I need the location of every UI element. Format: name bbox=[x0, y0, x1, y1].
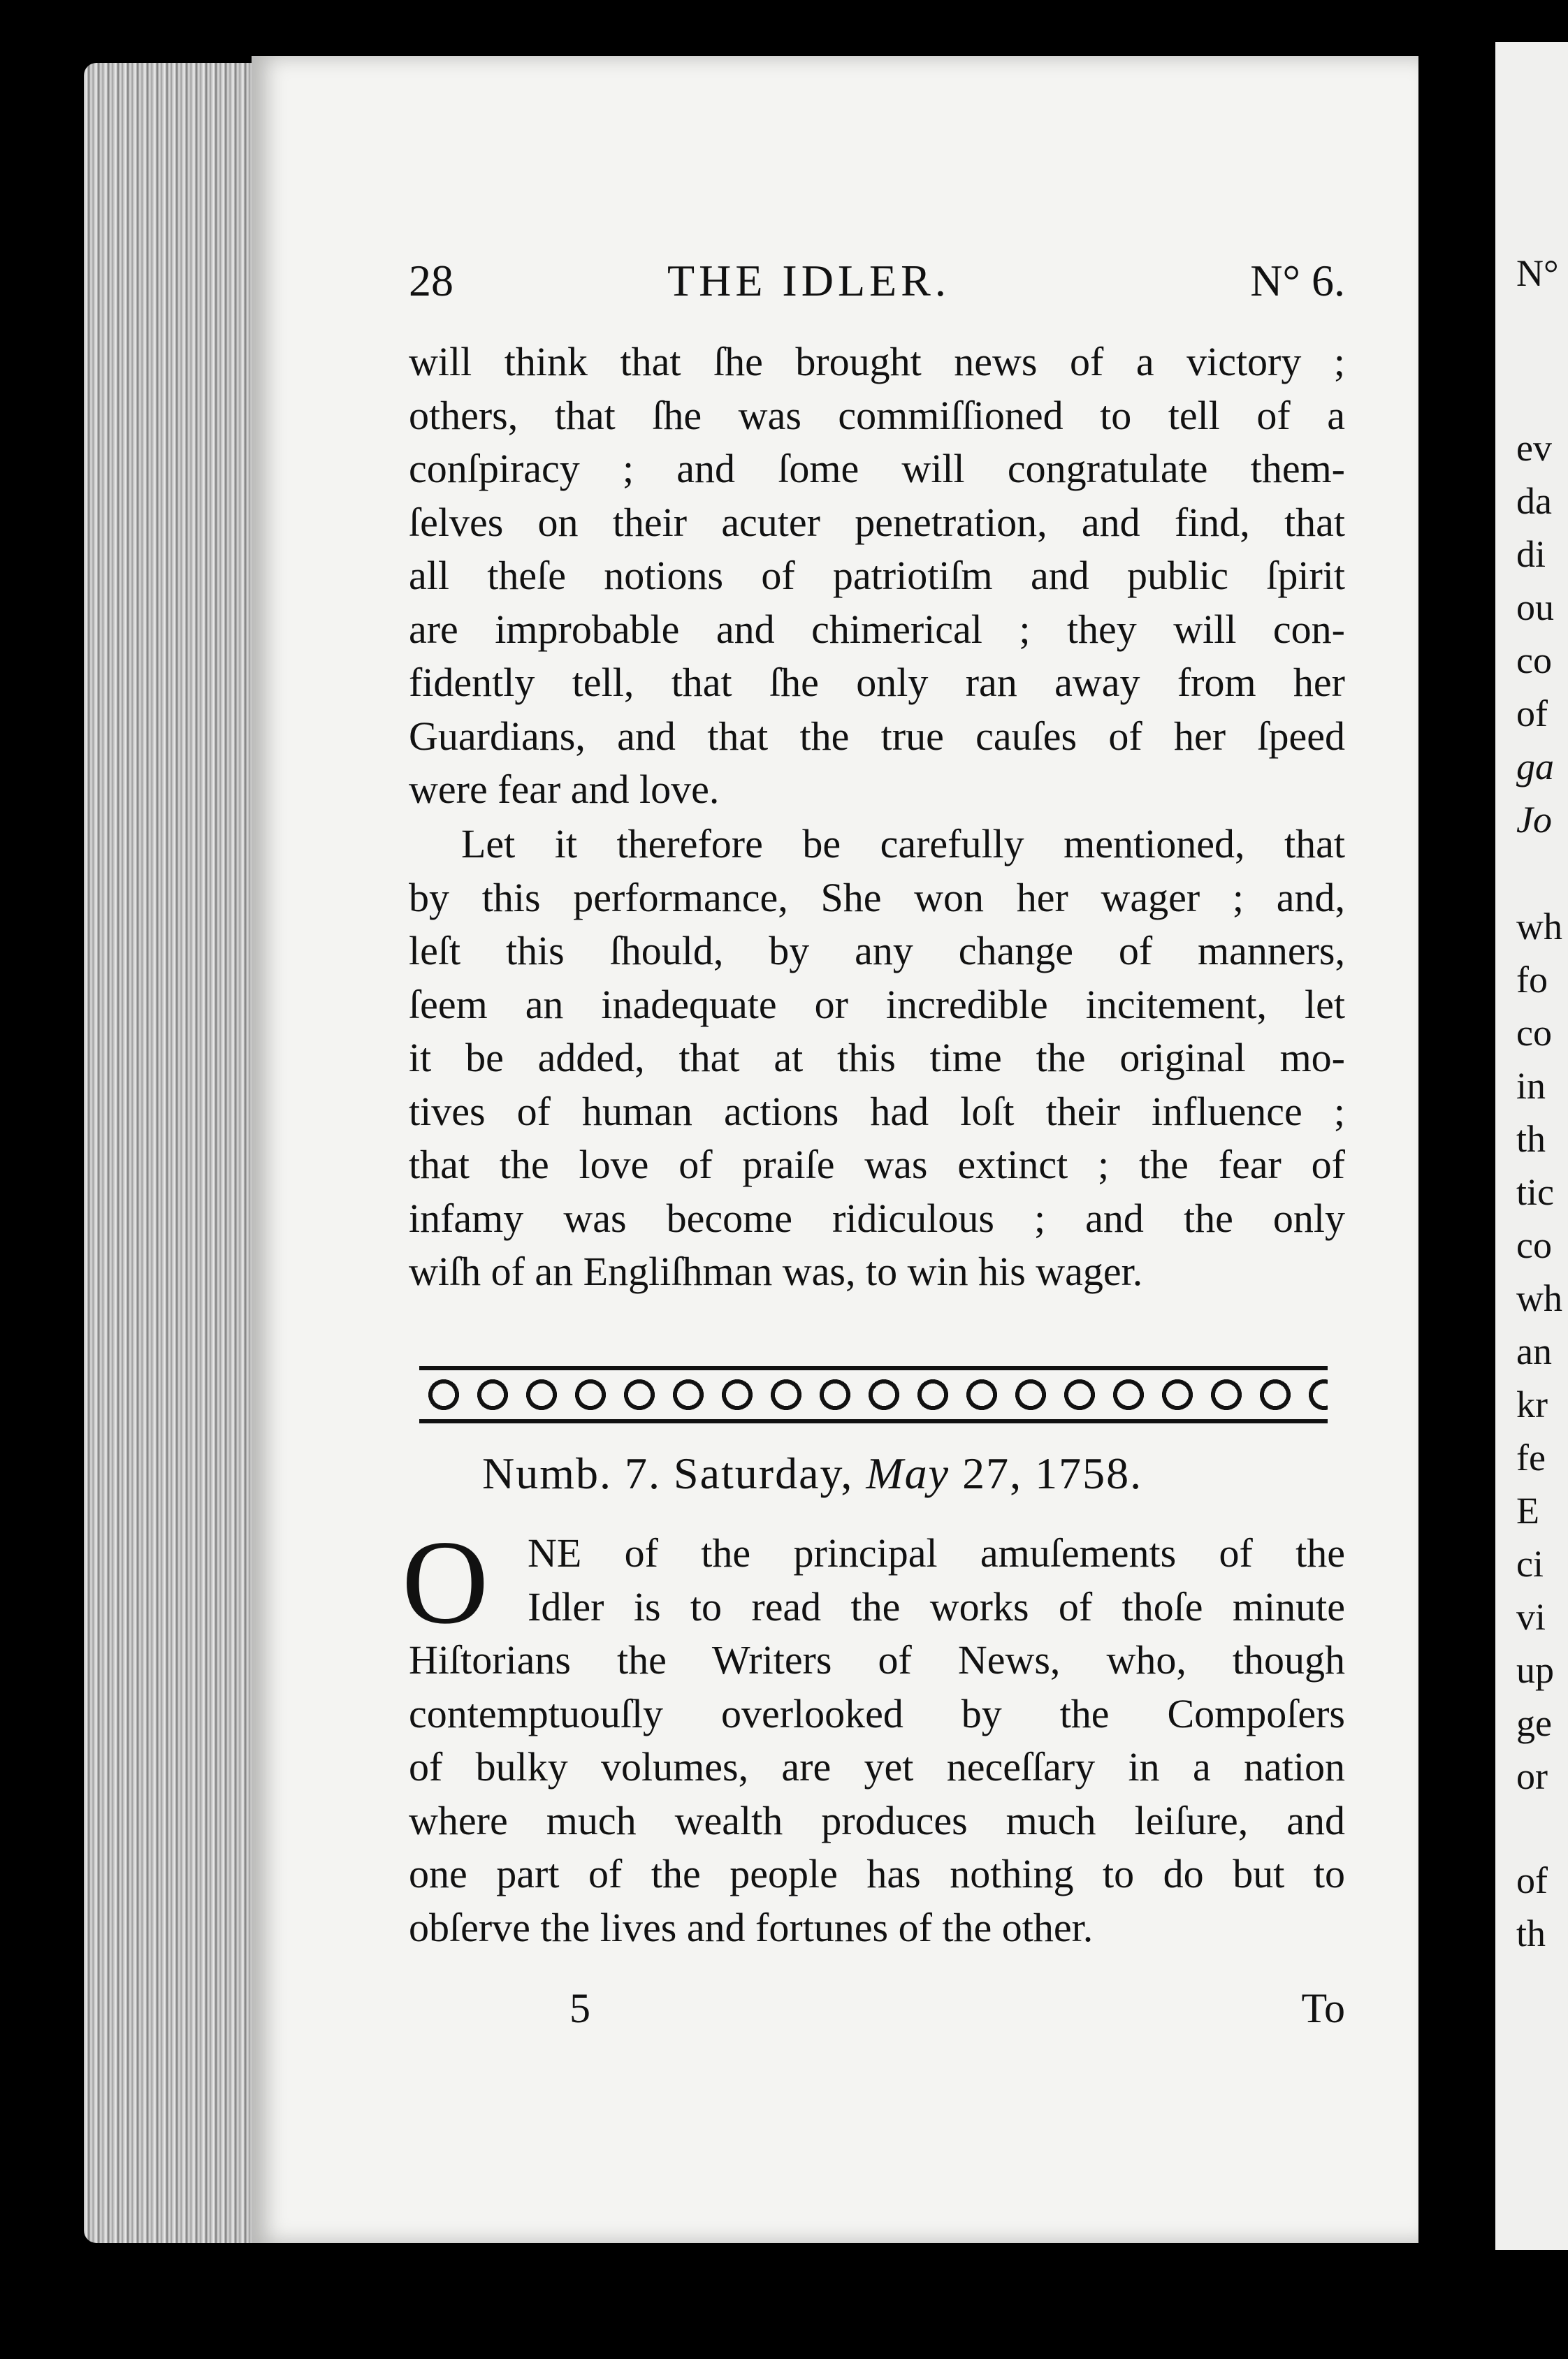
next-page-text: kr bbox=[1516, 1384, 1548, 1425]
text-line: wiſh of an Engliſhman was, to win his wager. bbox=[409, 1249, 1143, 1294]
next-page-text: Jo bbox=[1516, 799, 1552, 841]
running-head bbox=[409, 255, 1345, 311]
next-page-text: co bbox=[1516, 1224, 1552, 1266]
next-page-text: up bbox=[1516, 1649, 1554, 1691]
text-line: one part of the people has nothing to do but to bbox=[409, 1851, 1345, 1896]
next-page-text: wh bbox=[1516, 906, 1562, 948]
next-page-text: or bbox=[1516, 1755, 1548, 1797]
drop-cap: O bbox=[402, 1516, 489, 1649]
text-line: where much wealth produces much leiſure, and bbox=[409, 1797, 1345, 1843]
page-number: 28 bbox=[409, 256, 453, 305]
text-line: Let it therefore be carefully mentioned, that bbox=[461, 821, 1345, 866]
next-page-text: co bbox=[1516, 1012, 1552, 1054]
paragraph-2 bbox=[409, 818, 1345, 1299]
issue-heading-date: 27, 1758. bbox=[962, 1449, 1143, 1498]
text-line: of bulky volumes, are yet neceſſary in a nation bbox=[409, 1744, 1345, 1790]
ornamental-rule bbox=[419, 1366, 1328, 1423]
issue-heading bbox=[482, 1448, 1265, 1500]
text-line: contemptuouſly overlooked by the Compoſers bbox=[409, 1690, 1345, 1736]
text-line: Guardians, and that the true cauſes of her ſpeed bbox=[409, 713, 1345, 759]
paragraph-3 bbox=[409, 1527, 1345, 1954]
next-page-text: ev bbox=[1516, 427, 1552, 469]
next-page-text: an bbox=[1516, 1330, 1552, 1372]
catchword: To bbox=[1301, 1985, 1345, 2031]
issue-heading-month: May bbox=[866, 1449, 950, 1498]
text-line: will think that ſhe brought news of a victory ; bbox=[409, 339, 1345, 384]
signature-mark: 5 bbox=[569, 1985, 590, 2031]
next-page-text: wh bbox=[1516, 1277, 1562, 1319]
next-page-text: N° bbox=[1516, 252, 1559, 294]
next-page-text: th bbox=[1516, 1118, 1546, 1160]
next-page-text: th bbox=[1516, 1912, 1546, 1954]
text-line: tives of human actions had loſt their influence ; bbox=[409, 1088, 1345, 1134]
next-page-text: tic bbox=[1516, 1171, 1554, 1213]
next-page-text: di bbox=[1516, 533, 1546, 575]
next-page-text: ga bbox=[1516, 746, 1554, 787]
next-page-text: ci bbox=[1516, 1543, 1544, 1585]
paragraph-1 bbox=[409, 335, 1345, 817]
issue-heading-prefix: Numb. 7. Saturday, bbox=[482, 1449, 854, 1498]
next-page-text: ge bbox=[1516, 1702, 1552, 1744]
right-page-fragment bbox=[1495, 42, 1568, 2250]
text-line: by this performance, She won her wager ; and, bbox=[409, 874, 1345, 920]
next-page-text: fe bbox=[1516, 1437, 1546, 1479]
next-page-text: fo bbox=[1516, 959, 1548, 1001]
next-page-text: of bbox=[1516, 692, 1548, 734]
next-page-text: of bbox=[1516, 1859, 1548, 1901]
text-line: fidently tell, that ſhe only ran away from her bbox=[409, 660, 1345, 705]
next-page-text: in bbox=[1516, 1065, 1546, 1107]
next-page-text: ou bbox=[1516, 586, 1554, 628]
text-line: Idler is to read the works of thoſe minute bbox=[528, 1583, 1345, 1629]
text-line: are improbable and chimerical ; they will con- bbox=[409, 606, 1345, 652]
text-line: infamy was become ridiculous ; and the only bbox=[409, 1195, 1345, 1241]
next-page-text: da bbox=[1516, 480, 1552, 522]
text-line: conſpiracy ; and ſome will congratulate them- bbox=[409, 446, 1345, 491]
issue-number: N° 6. bbox=[1250, 256, 1345, 305]
next-page-text: co bbox=[1516, 639, 1552, 681]
text-line: ſelves on their acuter penetration, and find, that bbox=[409, 499, 1345, 545]
text-line: Hiſtorians the Writers of News, who, though bbox=[409, 1637, 1345, 1683]
text-line: were fear and love. bbox=[409, 767, 720, 812]
book-page-edges bbox=[84, 63, 266, 2243]
text-line: ſeem an inadequate or incredible incitement, let bbox=[409, 981, 1345, 1027]
text-line: others, that ſhe was commiſſioned to tell of a bbox=[409, 392, 1345, 438]
next-page-text: vi bbox=[1516, 1596, 1546, 1638]
text-line: obſerve the lives and fortunes of the other. bbox=[409, 1904, 1094, 1950]
text-line: leſt this ſhould, by any change of manners, bbox=[409, 928, 1345, 973]
running-title: THE IDLER. bbox=[667, 256, 950, 305]
text-line: NE of the principal amuſements of the bbox=[528, 1530, 1345, 1576]
text-line: that the love of praiſe was extinct ; the fear of bbox=[409, 1142, 1345, 1187]
text-line: it be added, that at this time the original mo- bbox=[409, 1035, 1345, 1080]
next-page-text: E bbox=[1516, 1490, 1539, 1532]
text-line: all theſe notions of patriotiſm and public ſpirit bbox=[409, 553, 1345, 598]
